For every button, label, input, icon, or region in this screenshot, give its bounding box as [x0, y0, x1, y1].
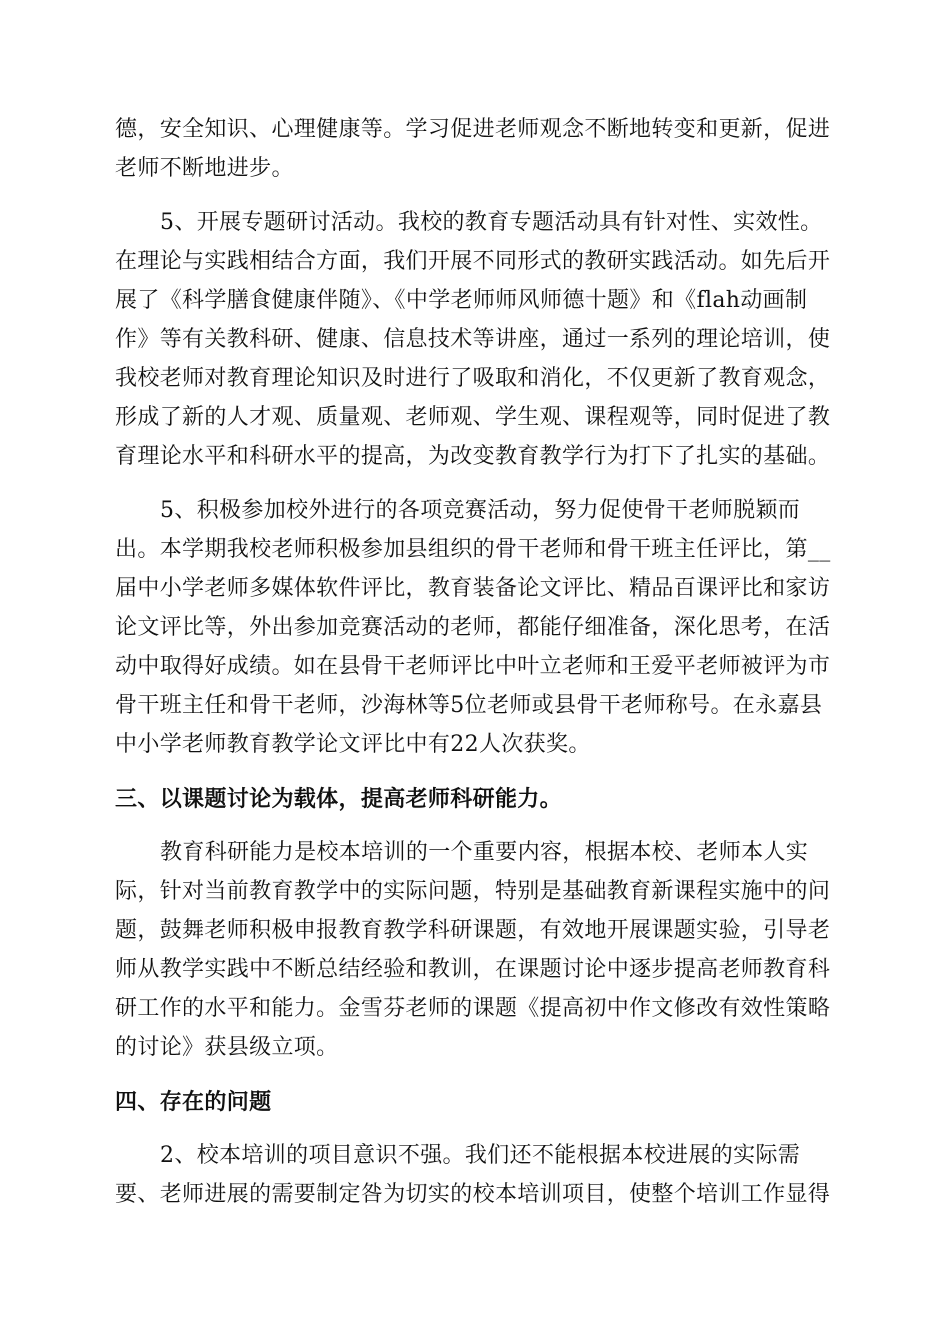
paragraph-line: 的讨论》获县级立项。: [115, 1035, 339, 1060]
paragraph-line: 研工作的水平和能力。金雪芬老师的课题《提高初中作文修改有效性策略: [115, 996, 831, 1021]
paragraph-line: 际，针对当前教育教学中的实际问题，特别是基础教育新课程实施中的问: [115, 879, 831, 904]
paragraph-line: 作》等有关教科研、健康、信息技术等讲座，通过一系列的理论培训，使: [115, 327, 831, 352]
section-heading: 三、以课题讨论为载体，提高老师科研能力。: [115, 786, 563, 812]
paragraph-line: 老师不断地进步。: [115, 156, 294, 181]
paragraph-line: 要、老师进展的需要制定咎为切实的校本培训项目，使整个培训工作显得: [115, 1182, 831, 1207]
paragraph-line: 出。本学期我校老师积极参加县组织的骨干老师和骨干班主任评比，第__: [115, 537, 831, 562]
paragraph-line: 师从教学实践中不断总结经验和教训，在课题讨论中逐步提高老师教育科: [115, 957, 831, 982]
paragraph-line: 我校老师对教育理论知识及时进行了吸取和消化，不仅更新了教育观念，: [115, 366, 831, 391]
section-heading: 四、存在的问题: [115, 1089, 272, 1115]
paragraph-line: 育理论水平和科研水平的提高，为改变教育教学行为打下了扎实的基础。: [115, 444, 831, 469]
paragraph-line: 展了《科学膳食健康伴随》、《中学老师师风师德十题》和《flah动画制: [115, 288, 808, 313]
paragraph-line: 在理论与实践相结合方面，我们开展不同形式的教研实践活动。如先后开: [115, 249, 831, 274]
paragraph-line: 骨干班主任和骨干老师，沙海林等5位老师或县骨干老师称号。在永嘉县: [115, 693, 823, 718]
paragraph-line: 德，安全知识、心理健康等。学习促进老师观念不断地转变和更新，促进: [115, 117, 831, 142]
paragraph-line: 5、积极参加校外进行的各项竞赛活动，努力促使骨干老师脱颖而: [160, 498, 801, 523]
paragraph-line: 动中取得好成绩。如在县骨干老师评比中叶立老师和王爱平老师被评为市: [115, 654, 831, 679]
paragraph-line: 题，鼓舞老师积极申报教育教学科研课题，有效地开展课题实验，引导老: [115, 918, 831, 943]
paragraph-line: 2、校本培训的项目意识不强。我们还不能根据本校进展的实际需: [160, 1143, 801, 1168]
paragraph-line: 届中小学老师多媒体软件评比，教育装备论文评比、精品百课评比和家访: [115, 576, 831, 601]
paragraph-line: 形成了新的人才观、质量观、老师观、学生观、课程观等，同时促进了教: [115, 405, 831, 430]
paragraph-line: 中小学老师教育教学论文评比中有22人次获奖。: [115, 732, 591, 757]
paragraph-line: 5、开展专题研讨活动。我校的教育专题活动具有针对性、实效性。: [160, 210, 823, 235]
paragraph-line: 论文评比等，外出参加竞赛活动的老师，都能仔细准备，深化思考，在活: [115, 615, 831, 640]
paragraph-line: 教育科研能力是校本培训的一个重要内容，根据本校、老师本人实: [160, 840, 809, 865]
